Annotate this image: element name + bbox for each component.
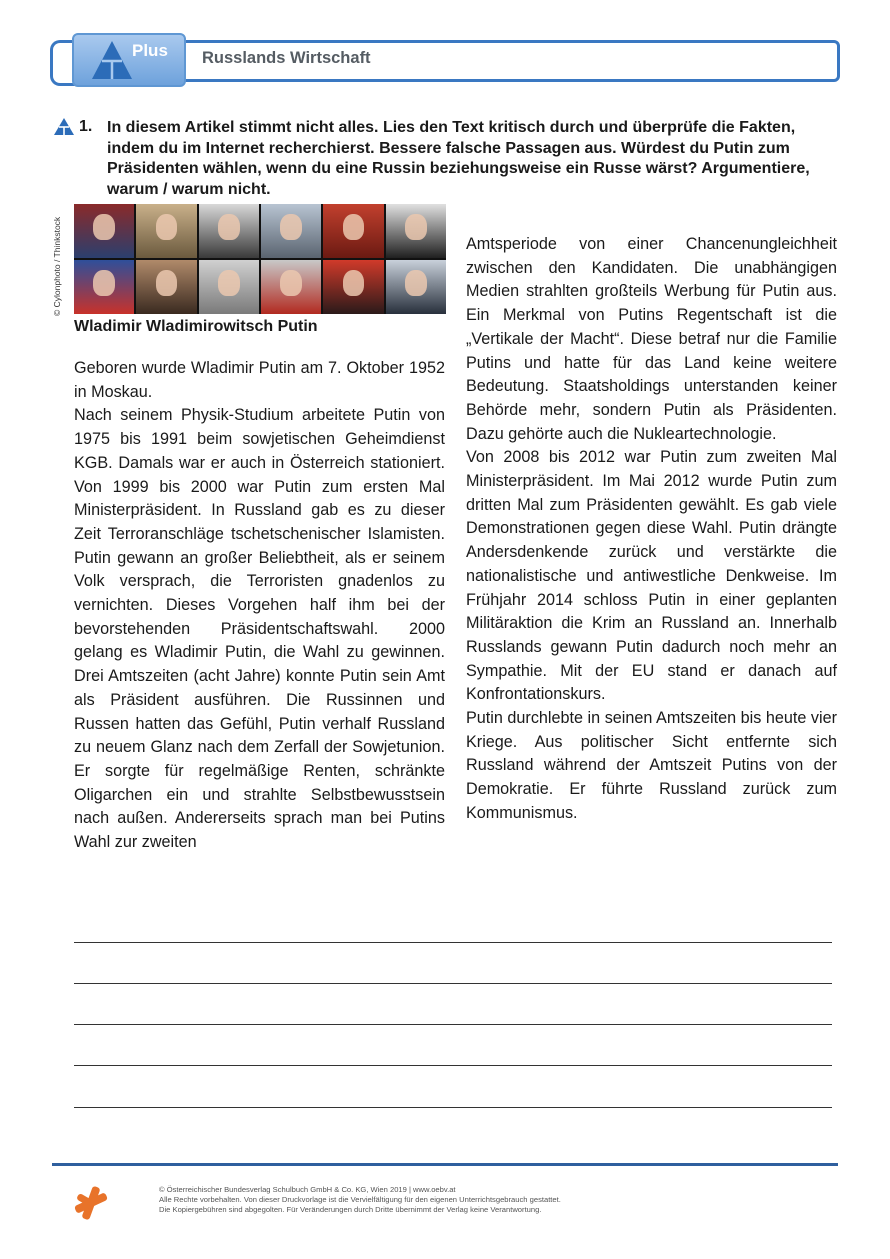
plus-logo <box>72 33 186 87</box>
footer-line: Die Kopiergebühren sind abgegolten. Für Veränderungen durch Dritte übernimmt der Verlag keine Verantwortung. <box>159 1205 542 1215</box>
triangle-level-icon <box>54 118 74 135</box>
article-paragraph: Geboren wurde Wladimir Putin am 7. Oktober 1952 in Moskau. <box>74 359 445 401</box>
footer-line: Alle Rechte vorbehalten. Von dieser Druckvorlage ist die Vervielfältigung für den eigenen Unterrichtsgebrauch gestattet. <box>159 1195 561 1205</box>
oebv-logo-icon <box>72 1184 110 1222</box>
answer-line[interactable] <box>74 1065 832 1066</box>
answer-line[interactable] <box>74 983 832 984</box>
photo-credit: © Cylonphoto / Thinkstock <box>52 216 62 316</box>
footer-rule <box>52 1163 838 1166</box>
article-column-left <box>74 357 445 855</box>
putin-photo-collage <box>74 204 446 314</box>
page-title: Russlands Wirtschaft <box>202 49 371 67</box>
article-paragraph: Amtsperiode von einer Chancenungleichheit zwischen den Kandidaten. Die unabhängigen Medien strahlten großteils Werbung für Putin aus. Ein Merkmal von Putins Regentschaft ist die „Vertikale der Macht“. Diese betraf nur die Familie Putins und hatte für das Land keine weitere Bedeutung. Staatsholdings unterstanden keiner Behörde mehr, sondern Putin als Präsidenten. Dazu gehörte auch die Nukleartechnologie. <box>466 235 837 443</box>
answer-line[interactable] <box>74 1024 832 1025</box>
logo-label: Plus <box>132 41 168 60</box>
photo-caption: Wladimir Wladimirowitsch Putin <box>74 318 318 335</box>
article-paragraph: Von 2008 bis 2012 war Putin zum zweiten Mal Ministerpräsident. Im Mai 2012 wurde Putin zum dritten Mal zum Präsidenten gewählt. Es gab viele Demonstrationen gegen diese Wahl. Putin drängte Andersdenkende zurück und verstärkte die nationalistische und antiwestliche Denkweise. Im Frühjahr 2014 schloss Putin in einer geplanten Militäraktion die Krim an Russland an. Innerhalb Russlands gewann Putin dadurch noch mehr an Sympathie. Mit der EU stand er danach auf Konfrontationskurs. <box>466 448 837 704</box>
task-number: 1. <box>79 118 93 135</box>
article-paragraph: Nach seinem Physik-Studium arbeitete Putin von 1975 bis 1991 beim sowjetischen Geheimdienst KGB. Damals war er auch in Österreich stationiert. Von 1999 bis 2000 war Putin zum ersten Mal Ministerpräsident. In Russland gab es zu dieser Zeit Terroranschläge tschetschenischer Islamisten. Putin gewann an großer Beliebtheit, als er seinem Volk versprach, die Terroristen gnadenlos zu vernichten. Dieses Vorgehen half ihm bei der bevorstehenden Präsidentschaftswahl. 2000 gelang es Wladimir Putin, die Wahl zu gewinnen. Drei Amtszeiten (acht Jahre) konnte Putin sein Amt als Präsident ausführen. Die Russinnen und Russen hatten das Gefühl, Putin verhalf Russland zu neuem Glanz nach dem Zerfall der Sowjetunion. Er sorgte für regelmäßige Renten, schränkte Oligarchen ein und strahlte Selbstbewusstsein nach außen. Andererseits sprach man bei Putins Wahl zur zweiten <box>74 406 445 852</box>
article-paragraph: Putin durchlebte in seinen Amtszeiten bis heute vier Kriege. Aus politischer Sicht entfernte sich Russland während der Amtszeit Putins von der Demokratie. Er führte Russland zurück zum Kommunismus. <box>466 709 837 822</box>
footer-copyright <box>159 1185 561 1216</box>
answer-line[interactable] <box>74 1107 832 1108</box>
answer-line[interactable] <box>74 942 832 943</box>
triangle-logo-icon <box>90 39 134 81</box>
task-instruction: In diesem Artikel stimmt nicht alles. Lies den Text kritisch durch und überprüfe die Fakten, indem du im Internet recherchierst. Bessere falsche Passagen aus. Würdest du Putin zum Präsidenten wählen, wenn du eine Russin beziehungsweise ein Russe wärst? Argumentiere, warum / warum nicht. <box>107 119 810 198</box>
article-column-right <box>466 233 837 826</box>
footer-line: © Österreichischer Bundesverlag Schulbuch GmbH & Co. KG, Wien 2019 | www.oebv.at <box>159 1185 456 1194</box>
